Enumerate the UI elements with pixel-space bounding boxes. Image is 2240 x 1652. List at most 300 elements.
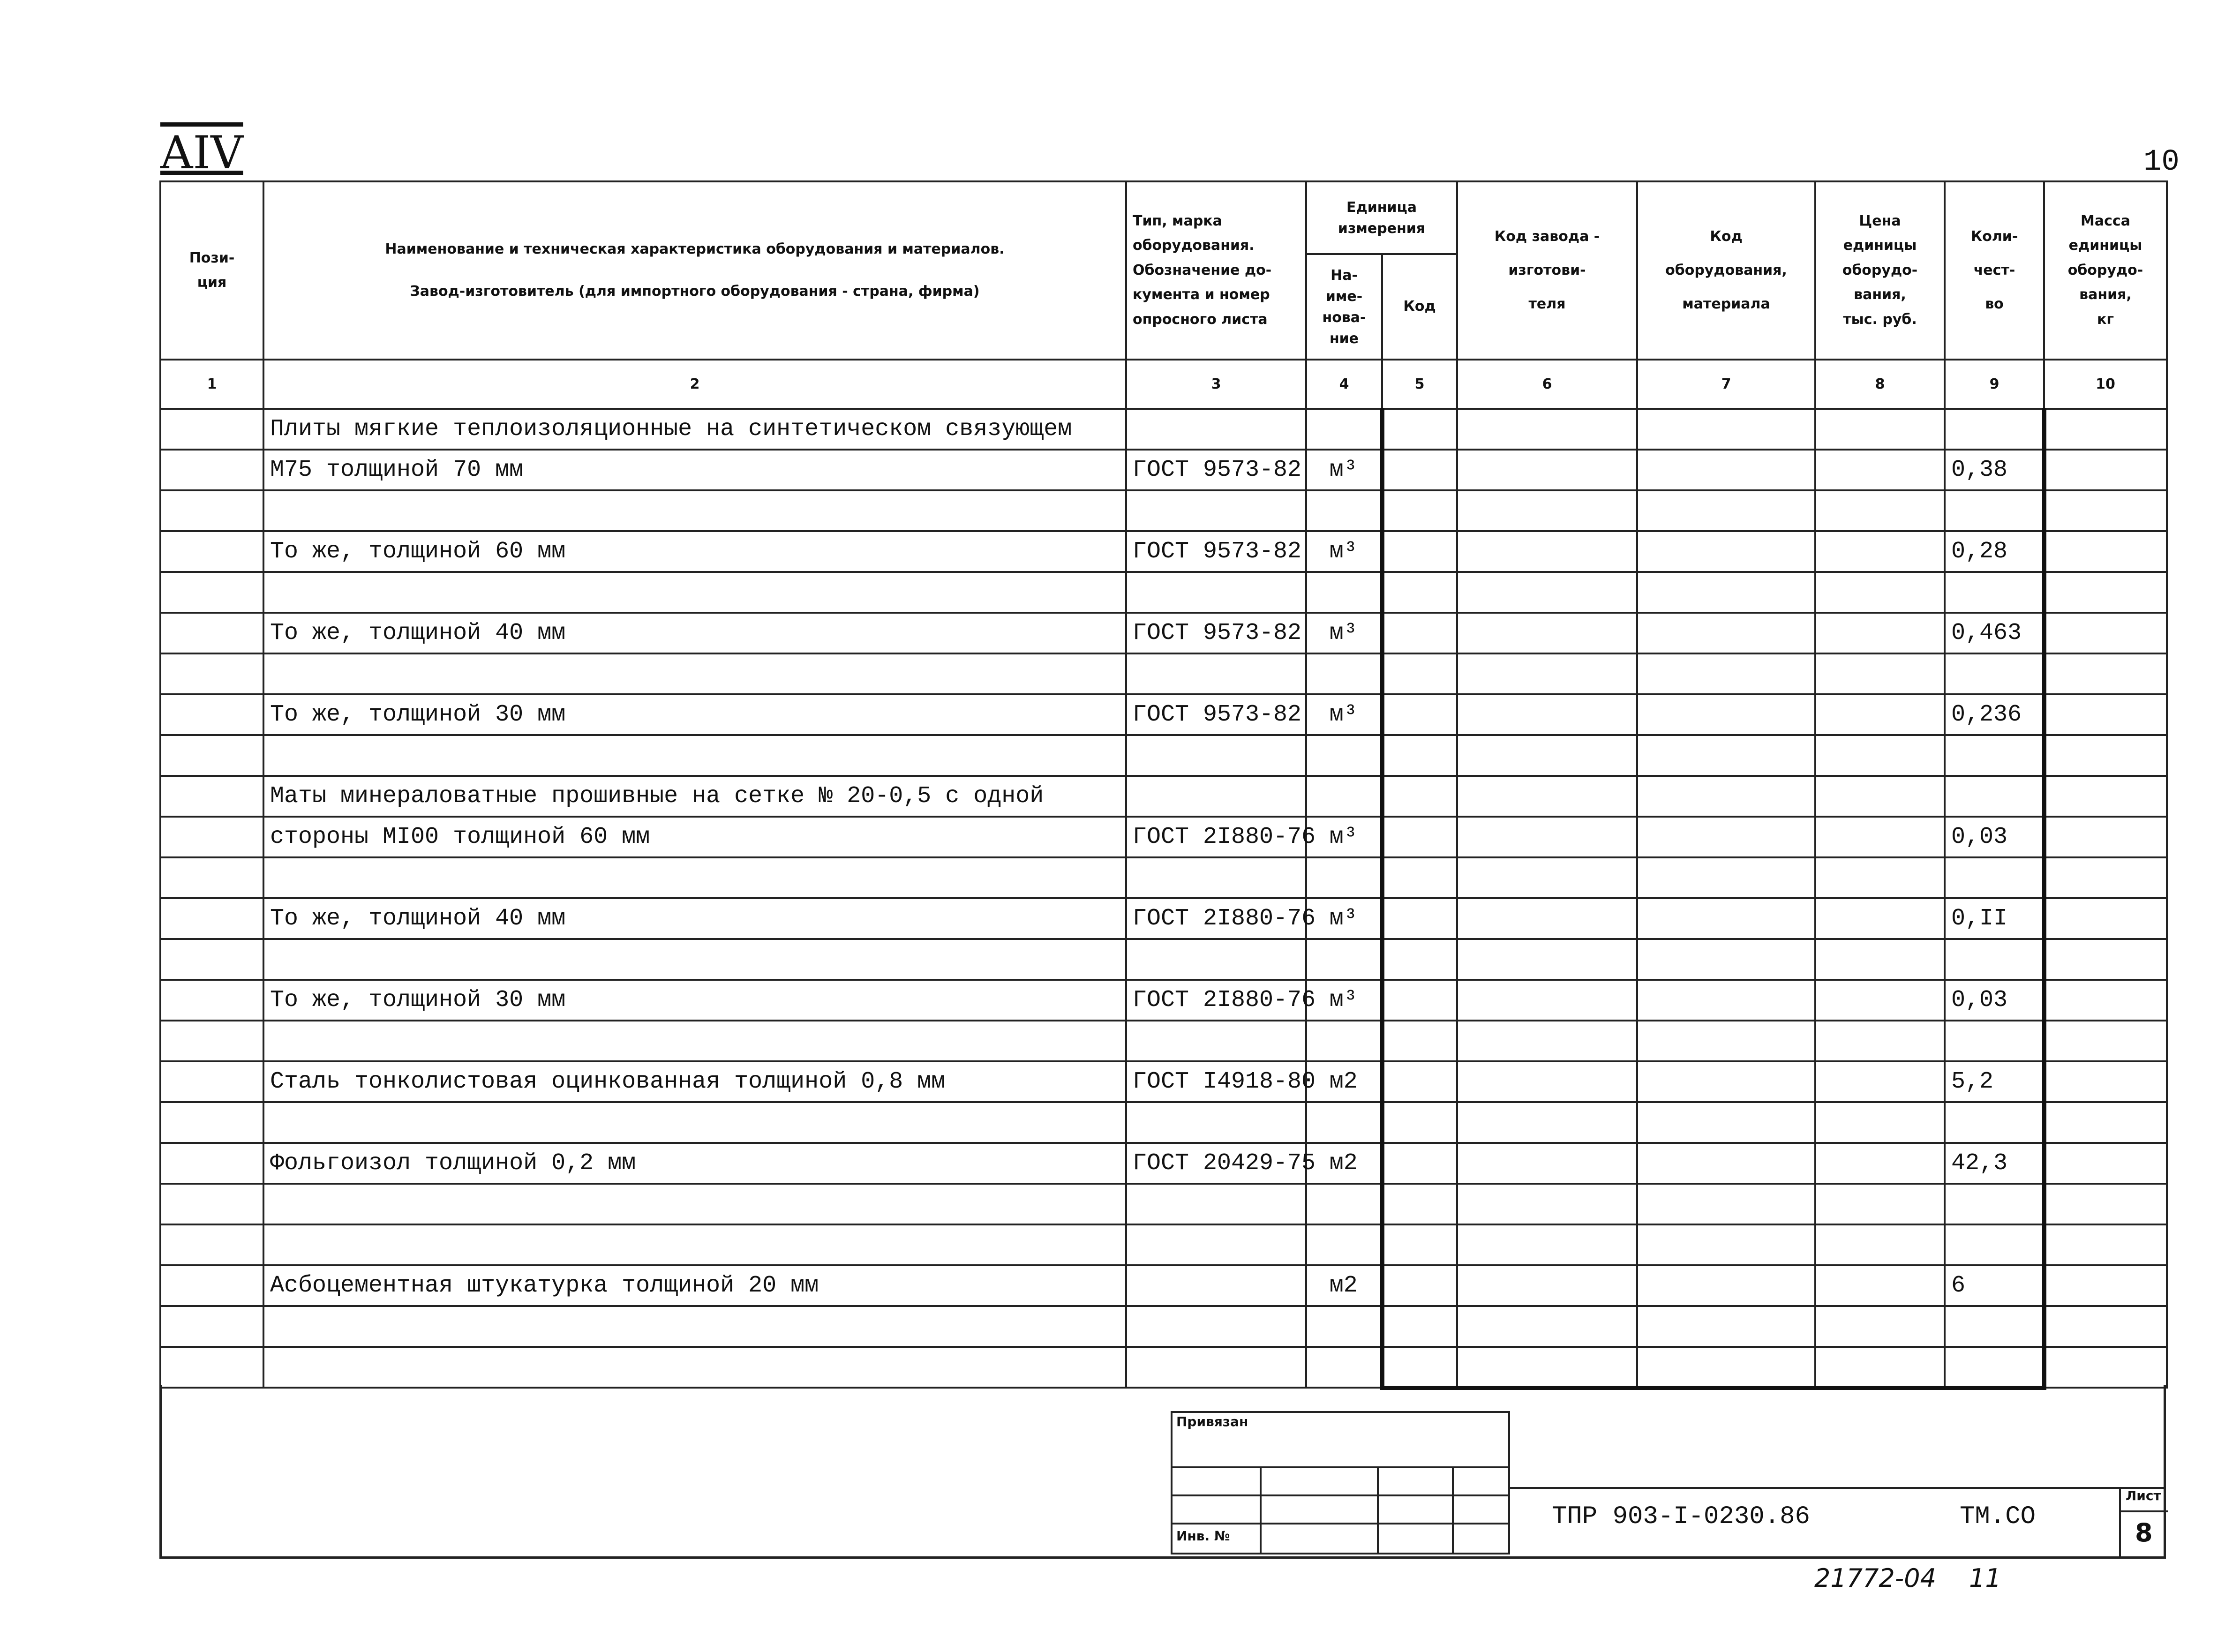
equipment-code-cell (1637, 939, 1815, 980)
item-unit-cell: м2 (1306, 1265, 1382, 1306)
position-cell (160, 531, 263, 572)
unit-code-cell (1382, 939, 1457, 980)
factory-code-cell (1457, 1143, 1637, 1184)
unit-code-cell (1382, 613, 1457, 653)
item-type-cell (1126, 653, 1306, 694)
item-type-cell: ГОСТ 9573-82 (1126, 531, 1306, 572)
item-quantity-cell: 0,38 (1945, 450, 2044, 490)
unit-code-cell (1382, 776, 1457, 817)
price-cell (1815, 1061, 1945, 1102)
price-cell (1815, 1224, 1945, 1265)
item-quantity-cell: 0,II (1945, 898, 2044, 939)
factory-code-cell (1457, 817, 1637, 857)
price-cell (1815, 1184, 1945, 1224)
factory-code-cell (1457, 1306, 1637, 1347)
sheet-number-box (2119, 1487, 2168, 1559)
factory-code-cell (1457, 450, 1637, 490)
item-type-cell (1126, 1265, 1306, 1306)
item-type-cell (1126, 1224, 1306, 1265)
table-row (160, 531, 2167, 572)
item-type-cell: ГОСТ I4918-80 (1126, 1061, 1306, 1102)
equipment-code-cell (1637, 1224, 1815, 1265)
item-name-cell: стороны МI00 толщиной 60 мм (263, 817, 1126, 857)
item-quantity-cell: 0,28 (1945, 531, 2044, 572)
header-price: Цена единицы оборудо- вания, тыс. руб. (1815, 181, 1945, 360)
column-number: 4 (1306, 360, 1382, 409)
item-quantity-cell (1945, 735, 2044, 776)
factory-code-cell (1457, 1021, 1637, 1061)
factory-code-cell (1457, 857, 1637, 898)
item-unit-cell (1306, 572, 1382, 613)
table-row (160, 572, 2167, 613)
position-cell (160, 1021, 263, 1061)
position-cell (160, 817, 263, 857)
header-equipment-code: Код оборудования, материала (1637, 181, 1815, 360)
mass-cell (2044, 450, 2167, 490)
column-number-row (160, 360, 2167, 409)
unit-code-cell (1382, 694, 1457, 735)
position-cell (160, 450, 263, 490)
position-cell (160, 980, 263, 1021)
item-quantity-cell: 0,03 (1945, 817, 2044, 857)
column-number: 1 (160, 360, 263, 409)
position-cell (160, 1061, 263, 1102)
price-cell (1815, 980, 1945, 1021)
position-cell (160, 776, 263, 817)
price-cell (1815, 490, 1945, 531)
price-cell (1815, 572, 1945, 613)
table-row (160, 490, 2167, 531)
price-cell (1815, 1021, 1945, 1061)
unit-code-cell (1382, 1143, 1457, 1184)
item-quantity-cell: 0,463 (1945, 613, 2044, 653)
price-cell (1815, 653, 1945, 694)
item-type-cell: ГОСТ 9573-82 (1126, 613, 1306, 653)
item-name-cell: Маты минераловатные прошивные на сетке № 20-0,5 с одной (263, 776, 1126, 817)
table-row (160, 857, 2167, 898)
item-name-cell: То же, толщиной 60 мм (263, 531, 1126, 572)
equipment-code-cell (1637, 1347, 1815, 1388)
equipment-code-cell (1637, 735, 1815, 776)
item-type-cell (1126, 1306, 1306, 1347)
item-unit-cell: м³ (1306, 980, 1382, 1021)
item-unit-cell (1306, 1306, 1382, 1347)
item-unit-cell (1306, 857, 1382, 898)
unit-code-cell (1382, 1102, 1457, 1143)
price-cell (1815, 939, 1945, 980)
position-cell (160, 1347, 263, 1388)
mass-cell (2044, 653, 2167, 694)
equipment-code-cell (1637, 613, 1815, 653)
unit-code-cell (1382, 857, 1457, 898)
item-name-cell: То же, толщиной 40 мм (263, 898, 1126, 939)
attachment-stamp (1171, 1411, 1510, 1554)
item-name-cell: То же, толщиной 40 мм (263, 613, 1126, 653)
factory-code-cell (1457, 1265, 1637, 1306)
mass-cell (2044, 1306, 2167, 1347)
document-mark: ТМ.СО (1960, 1502, 2036, 1531)
item-unit-cell: м³ (1306, 450, 1382, 490)
item-quantity-cell (1945, 1102, 2044, 1143)
item-quantity-cell: 6 (1945, 1265, 2044, 1306)
equipment-code-cell (1637, 857, 1815, 898)
column-number: 9 (1945, 360, 2044, 409)
item-type-cell (1126, 735, 1306, 776)
item-type-cell (1126, 776, 1306, 817)
mass-cell (2044, 857, 2167, 898)
price-cell (1815, 735, 1945, 776)
page-number: 10 (2143, 145, 2180, 179)
equipment-code-cell (1637, 694, 1815, 735)
mass-cell (2044, 939, 2167, 980)
header-unit-code: Код (1382, 254, 1457, 360)
factory-code-cell (1457, 572, 1637, 613)
item-name-cell (263, 1224, 1126, 1265)
factory-code-cell (1457, 980, 1637, 1021)
header-position: Пози- ция (160, 181, 263, 360)
item-unit-cell: м³ (1306, 898, 1382, 939)
mass-cell (2044, 1184, 2167, 1224)
position-cell (160, 1265, 263, 1306)
title-block-frame (159, 1385, 2166, 1559)
column-number: 2 (263, 360, 1126, 409)
item-name-cell: Плиты мягкие теплоизоляционные на синтетическом связующем (263, 409, 1126, 450)
price-cell (1815, 817, 1945, 857)
sheet-label: AIV (160, 127, 243, 179)
column-number: 6 (1457, 360, 1637, 409)
item-name-cell (263, 735, 1126, 776)
mass-cell (2044, 898, 2167, 939)
mass-cell (2044, 1061, 2167, 1102)
table-row (160, 898, 2167, 939)
table-row (160, 1347, 2167, 1388)
item-name-cell (263, 1021, 1126, 1061)
header-name: Наименование и техническая характеристика оборудования и материалов. Завод-изготовитель (для импортного оборудования - страна, фирма) (263, 181, 1126, 360)
item-quantity-cell: 42,3 (1945, 1143, 2044, 1184)
unit-code-cell (1382, 1306, 1457, 1347)
item-unit-cell: м³ (1306, 694, 1382, 735)
table-row (160, 653, 2167, 694)
factory-code-cell (1457, 653, 1637, 694)
unit-code-cell (1382, 1061, 1457, 1102)
equipment-code-cell (1637, 409, 1815, 450)
handwritten-page: 11 (1969, 1563, 2001, 1593)
position-cell (160, 613, 263, 653)
price-cell (1815, 1102, 1945, 1143)
price-cell (1815, 613, 1945, 653)
table-row (160, 1184, 2167, 1224)
sheet-box-divider (2121, 1510, 2168, 1512)
position-cell (160, 1224, 263, 1265)
factory-code-cell (1457, 1061, 1637, 1102)
mass-cell (2044, 1021, 2167, 1061)
factory-code-cell (1457, 1184, 1637, 1224)
price-cell (1815, 776, 1945, 817)
item-unit-cell (1306, 653, 1382, 694)
item-name-cell: Сталь тонколистовая оцинкованная толщиной 0,8 мм (263, 1061, 1126, 1102)
equipment-code-cell (1637, 898, 1815, 939)
item-unit-cell (1306, 1224, 1382, 1265)
header-unit-name: На- име- нова- ние (1306, 254, 1382, 360)
item-name-cell: Асбоцементная штукатурка толщиной 20 мм (263, 1265, 1126, 1306)
position-cell (160, 898, 263, 939)
item-type-cell (1126, 409, 1306, 450)
unit-code-cell (1382, 450, 1457, 490)
table-row (160, 409, 2167, 450)
item-type-cell (1126, 490, 1306, 531)
price-cell (1815, 1347, 1945, 1388)
price-cell (1815, 531, 1945, 572)
mass-cell (2044, 735, 2167, 776)
item-type-cell: ГОСТ 9573-82 (1126, 694, 1306, 735)
item-unit-cell (1306, 776, 1382, 817)
equipment-code-cell (1637, 490, 1815, 531)
unit-code-cell (1382, 1265, 1457, 1306)
item-type-cell (1126, 939, 1306, 980)
factory-code-cell (1457, 735, 1637, 776)
item-unit-cell: м2 (1306, 1143, 1382, 1184)
table-row (160, 980, 2167, 1021)
mass-cell (2044, 694, 2167, 735)
unit-code-cell (1382, 1184, 1457, 1224)
table-row (160, 776, 2167, 817)
item-name-cell (263, 1102, 1126, 1143)
item-quantity-cell (1945, 1021, 2044, 1061)
item-unit-cell: м³ (1306, 531, 1382, 572)
sheet-label-text: Лист (2126, 1488, 2161, 1503)
header-mass: Масса единицы оборудо- вания, кг (2044, 181, 2167, 360)
item-name-cell (263, 653, 1126, 694)
equipment-code-cell (1637, 1306, 1815, 1347)
sheet-number: 8 (2135, 1518, 2153, 1547)
column-number: 10 (2044, 360, 2167, 409)
unit-code-cell (1382, 531, 1457, 572)
item-quantity-cell (1945, 939, 2044, 980)
position-cell (160, 1143, 263, 1184)
equipment-code-cell (1637, 1061, 1815, 1102)
item-type-cell (1126, 1102, 1306, 1143)
item-unit-cell: м³ (1306, 613, 1382, 653)
equipment-code-cell (1637, 572, 1815, 613)
item-unit-cell: м2 (1306, 1061, 1382, 1102)
position-cell (160, 1102, 263, 1143)
item-unit-cell (1306, 1102, 1382, 1143)
item-quantity-cell (1945, 1306, 2044, 1347)
price-cell (1815, 857, 1945, 898)
price-cell (1815, 694, 1945, 735)
position-cell (160, 735, 263, 776)
item-name-cell (263, 939, 1126, 980)
mass-cell (2044, 1224, 2167, 1265)
mass-cell (2044, 980, 2167, 1021)
price-cell (1815, 1143, 1945, 1184)
mass-cell (2044, 1265, 2167, 1306)
equipment-code-cell (1637, 450, 1815, 490)
table-row (160, 1102, 2167, 1143)
item-type-cell (1126, 857, 1306, 898)
item-unit-cell (1306, 735, 1382, 776)
mass-cell (2044, 531, 2167, 572)
unit-code-cell (1382, 1021, 1457, 1061)
item-type-cell: ГОСТ 2I880-76 (1126, 817, 1306, 857)
mass-cell (2044, 572, 2167, 613)
item-name-cell: М75 толщиной 70 мм (263, 450, 1126, 490)
item-type-cell: ГОСТ 2I880-76 (1126, 898, 1306, 939)
privyazan-label: Привязан (1172, 1412, 1509, 1467)
inv-label: Инв. № (1172, 1524, 1261, 1554)
position-cell (160, 694, 263, 735)
unit-code-cell (1382, 1347, 1457, 1388)
item-unit-cell (1306, 1021, 1382, 1061)
item-name-cell (263, 857, 1126, 898)
table-row (160, 613, 2167, 653)
equipment-code-cell (1637, 1143, 1815, 1184)
factory-code-cell (1457, 613, 1637, 653)
item-unit-cell (1306, 409, 1382, 450)
table-row (160, 1143, 2167, 1184)
column-number: 8 (1815, 360, 1945, 409)
item-name-cell (263, 490, 1126, 531)
item-unit-cell: м³ (1306, 817, 1382, 857)
column-number: 7 (1637, 360, 1815, 409)
item-quantity-cell: 5,2 (1945, 1061, 2044, 1102)
position-cell (160, 1184, 263, 1224)
item-name-cell: То же, толщиной 30 мм (263, 694, 1126, 735)
position-cell (160, 857, 263, 898)
item-quantity-cell (1945, 776, 2044, 817)
table-row (160, 939, 2167, 980)
price-cell (1815, 450, 1945, 490)
price-cell (1815, 898, 1945, 939)
equipment-code-cell (1637, 1102, 1815, 1143)
item-quantity-cell: 0,236 (1945, 694, 2044, 735)
unit-code-cell (1382, 409, 1457, 450)
item-name-cell (263, 1306, 1126, 1347)
unit-code-cell (1382, 572, 1457, 613)
item-quantity-cell (1945, 1184, 2044, 1224)
item-name-cell: Фольгоизол толщиной 0,2 мм (263, 1143, 1126, 1184)
factory-code-cell (1457, 898, 1637, 939)
item-unit-cell (1306, 1347, 1382, 1388)
table-row (160, 1265, 2167, 1306)
factory-code-cell (1457, 1224, 1637, 1265)
equipment-code-cell (1637, 1184, 1815, 1224)
mass-cell (2044, 1102, 2167, 1143)
unit-code-cell (1382, 980, 1457, 1021)
equipment-code-cell (1637, 817, 1815, 857)
mass-cell (2044, 409, 2167, 450)
equipment-code-cell (1637, 653, 1815, 694)
header-factory-code: Код завода - изготови- теля (1457, 181, 1637, 360)
factory-code-cell (1457, 1347, 1637, 1388)
item-name-cell (263, 572, 1126, 613)
item-unit-cell (1306, 490, 1382, 531)
title-block-divider (1508, 1487, 2166, 1489)
item-quantity-cell: 0,03 (1945, 980, 2044, 1021)
item-type-cell (1126, 1184, 1306, 1224)
mass-cell (2044, 490, 2167, 531)
item-quantity-cell (1945, 653, 2044, 694)
item-name-cell (263, 1347, 1126, 1388)
mass-cell (2044, 1347, 2167, 1388)
equipment-code-cell (1637, 980, 1815, 1021)
equipment-code-cell (1637, 1265, 1815, 1306)
item-name-cell (263, 1184, 1126, 1224)
item-type-cell (1126, 572, 1306, 613)
price-cell (1815, 409, 1945, 450)
price-cell (1815, 1265, 1945, 1306)
table-row (160, 735, 2167, 776)
item-quantity-cell (1945, 409, 2044, 450)
item-unit-cell (1306, 939, 1382, 980)
table-row (160, 694, 2167, 735)
specification-table (159, 180, 2168, 1390)
mass-cell (2044, 817, 2167, 857)
item-quantity-cell (1945, 572, 2044, 613)
position-cell (160, 939, 263, 980)
mass-cell (2044, 776, 2167, 817)
table-row (160, 1021, 2167, 1061)
table-row (160, 1224, 2167, 1265)
item-type-cell (1126, 1021, 1306, 1061)
factory-code-cell (1457, 939, 1637, 980)
unit-code-cell (1382, 817, 1457, 857)
mass-cell (2044, 613, 2167, 653)
item-type-cell (1126, 1347, 1306, 1388)
unit-code-cell (1382, 898, 1457, 939)
header-unit-group: Единица измерения (1306, 181, 1457, 254)
unit-code-cell (1382, 490, 1457, 531)
unit-code-cell (1382, 735, 1457, 776)
position-cell (160, 653, 263, 694)
factory-code-cell (1457, 776, 1637, 817)
item-type-cell: ГОСТ 20429-75 (1126, 1143, 1306, 1184)
column-number: 3 (1126, 360, 1306, 409)
position-cell (160, 490, 263, 531)
equipment-code-cell (1637, 531, 1815, 572)
item-name-cell: То же, толщиной 30 мм (263, 980, 1126, 1021)
position-cell (160, 409, 263, 450)
handwritten-number: 21772-04 (1814, 1563, 1936, 1593)
item-unit-cell (1306, 1184, 1382, 1224)
equipment-code-cell (1637, 1021, 1815, 1061)
table-row (160, 1061, 2167, 1102)
factory-code-cell (1457, 409, 1637, 450)
document-code: ТПР 903-I-0230.86 (1552, 1502, 1810, 1531)
item-quantity-cell (1945, 857, 2044, 898)
unit-code-cell (1382, 1224, 1457, 1265)
factory-code-cell (1457, 490, 1637, 531)
item-quantity-cell (1945, 490, 2044, 531)
header-quantity: Коли- чест- во (1945, 181, 2044, 360)
item-type-cell: ГОСТ 2I880-76 (1126, 980, 1306, 1021)
mass-cell (2044, 1143, 2167, 1184)
price-cell (1815, 1306, 1945, 1347)
table-row (160, 1306, 2167, 1347)
factory-code-cell (1457, 694, 1637, 735)
unit-code-cell (1382, 653, 1457, 694)
table-row (160, 817, 2167, 857)
item-quantity-cell (1945, 1224, 2044, 1265)
item-type-cell: ГОСТ 9573-82 (1126, 450, 1306, 490)
position-cell (160, 1306, 263, 1347)
column-number: 5 (1382, 360, 1457, 409)
table-row (160, 450, 2167, 490)
equipment-code-cell (1637, 776, 1815, 817)
factory-code-cell (1457, 531, 1637, 572)
item-quantity-cell (1945, 1347, 2044, 1388)
header-type: Тип, марка оборудования. Обозначение до- кумента и номер опросного листа (1126, 181, 1306, 360)
